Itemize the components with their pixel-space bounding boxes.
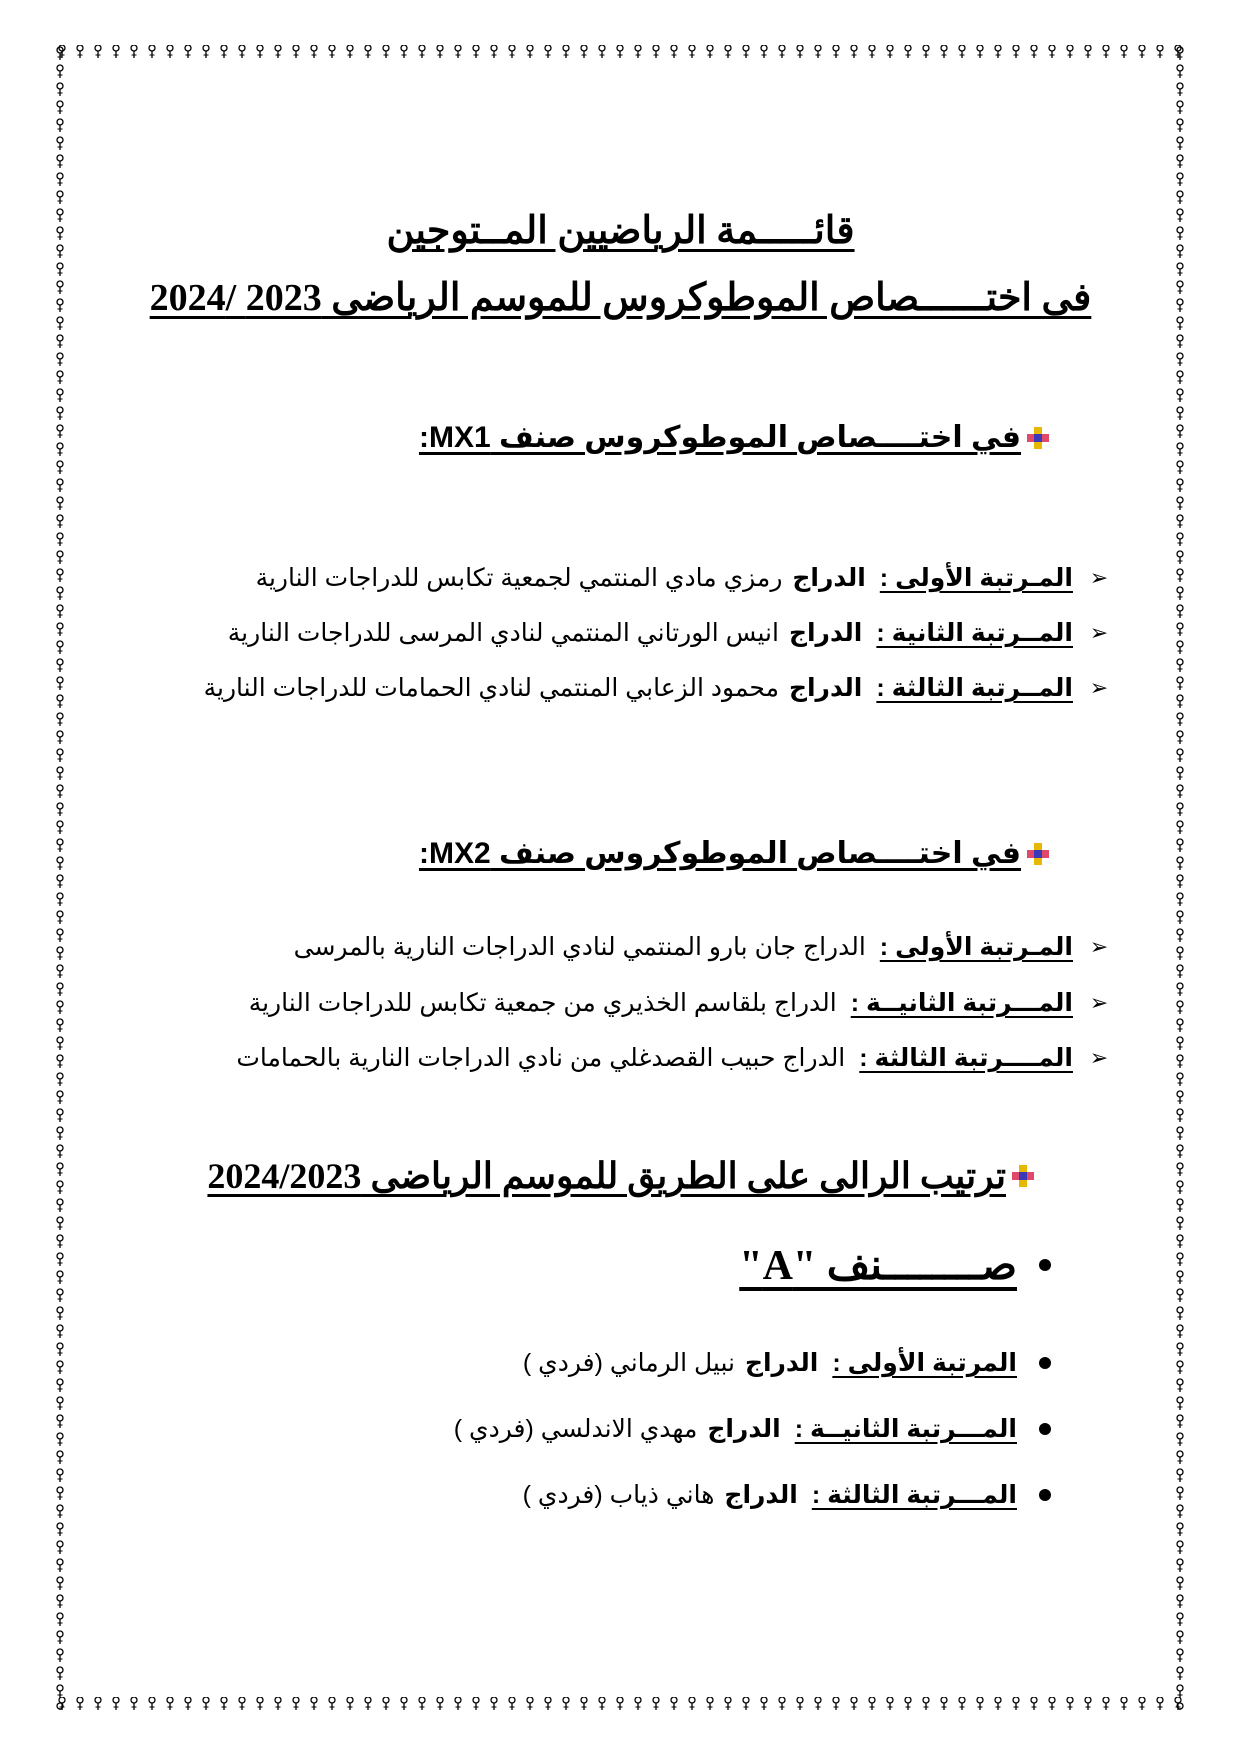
arrow-bullet-icon: ➢ bbox=[1089, 934, 1109, 959]
rally-rank-2: المـــرتبة الثانيــة : الدراج مهدي الاندلسي (فردي ) bbox=[454, 1414, 1051, 1444]
plus-bullet-icon bbox=[1010, 1163, 1036, 1189]
dot-bullet-icon bbox=[1039, 1357, 1051, 1369]
dot-bullet-icon bbox=[1039, 1489, 1051, 1501]
plus-bullet-icon bbox=[1025, 841, 1051, 867]
mx2-rank-3: ➢ المــــرتبة الثالثة : الدراج حبيب القصدغلي من نادي الدراجات النارية بالحمامات bbox=[236, 1043, 1111, 1073]
page-title: قائـــــمة الرياضيين المــتوجين bbox=[386, 210, 855, 252]
plus-bullet-icon bbox=[1025, 425, 1051, 451]
arrow-bullet-icon: ➢ bbox=[1089, 565, 1109, 590]
class-a-heading: صــــــــنف "A" bbox=[739, 1240, 1051, 1290]
arrow-bullet-icon: ➢ bbox=[1089, 620, 1109, 645]
arrow-bullet-icon: ➢ bbox=[1089, 990, 1109, 1015]
dot-bullet-icon bbox=[1039, 1423, 1051, 1435]
mx1-rank-1: ➢ المـرتبة الأولى : الدراج رمزي مادي المنتمي لجمعية تكابس للدراجات النارية bbox=[256, 563, 1111, 593]
rally-rank-1: المرتبة الأولى : الدراج نبيل الرماني (فردي ) bbox=[523, 1348, 1051, 1378]
dot-bullet-icon bbox=[1039, 1259, 1051, 1271]
mx1-rank-2: ➢ المــرتبة الثانية : الدراج انيس الورتاني المنتمي لنادي المرسى للدراجات النارية bbox=[228, 618, 1111, 648]
arrow-bullet-icon: ➢ bbox=[1089, 1045, 1109, 1070]
mx2-rank-1: ➢ المـرتبة الأولى : الدراج جان بارو المنتمي لنادي الدراجات النارية بالمرسى bbox=[294, 932, 1111, 962]
section-heading-mx2: في اختــــصاص الموطوكروس صنف MX2: bbox=[419, 836, 1051, 871]
mx2-rank-2: ➢ المـــرتبة الثانيــة : الدراج بلقاسم الخذيري من جمعية تكابس للدراجات النارية bbox=[249, 988, 1111, 1018]
mx1-rank-3: ➢ المــرتبة الثالثة : الدراج محمود الزعابي المنتمي لنادي الحمامات للدراجات النارية bbox=[204, 673, 1111, 703]
arrow-bullet-icon: ➢ bbox=[1089, 675, 1109, 700]
section-heading-mx1: في اختــــصاص الموطوكروس صنف MX1: bbox=[419, 420, 1051, 455]
section-heading-rally: ترتيب الرالى على الطريق للموسم الرياضى 2024/2023 bbox=[207, 1155, 1036, 1197]
page-subtitle: فى اختــــــصاص الموطوكروس للموسم الرياضى 2023 /2024 bbox=[149, 277, 1092, 319]
rally-rank-3: المـــرتبة الثالثة : الدراج هاني ذياب (فردي ) bbox=[523, 1480, 1051, 1510]
